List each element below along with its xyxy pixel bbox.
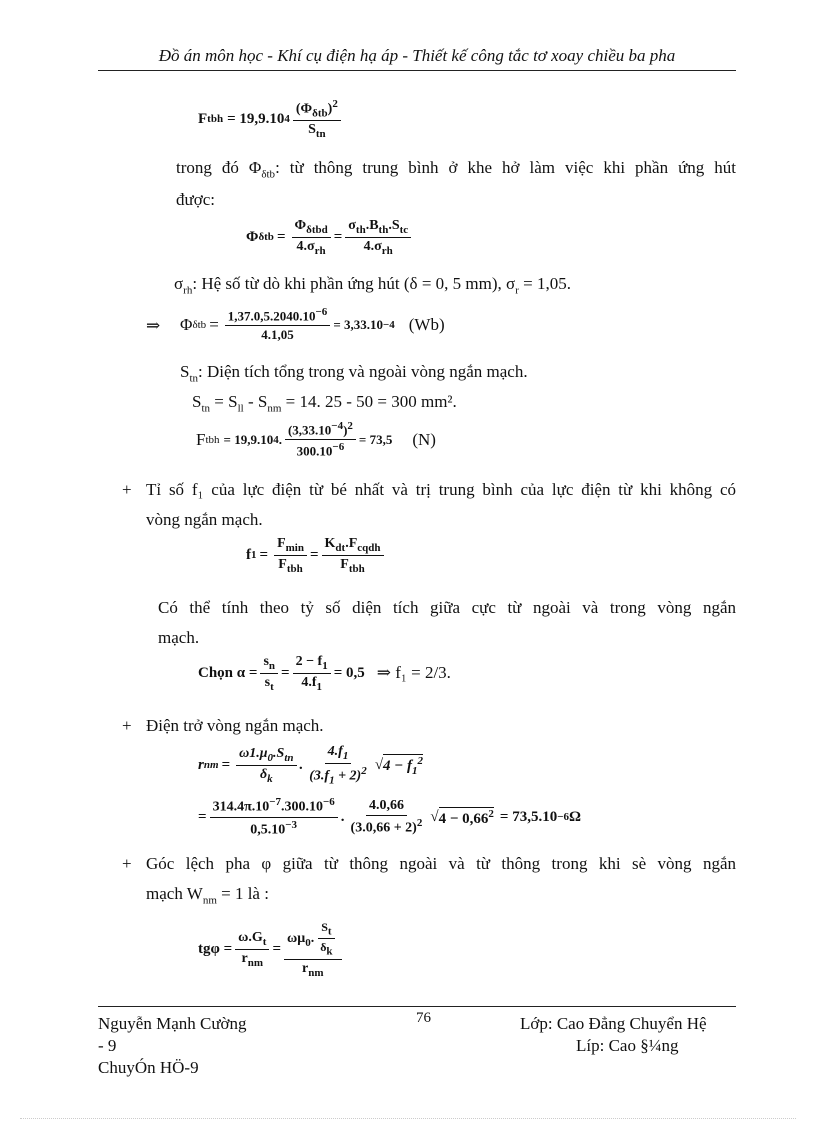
fraction-denominator: $S_{tn}$: [308, 122, 326, 141]
equation-ftbh: [198, 98, 344, 140]
eq-sup: 4: [284, 113, 290, 126]
fraction: $\frac{\omega.G_t}{r_{nm}}$: [235, 930, 269, 969]
equation-f1: f 1 = $\frac{F_{min}}{F_{tbh}}$ = $\frac{K_{dt}.F_{cqdh}}{F_{tbh}}$: [246, 536, 387, 575]
fraction: $\frac{\omega 1.\mu_0.S_{tn}}{\delta_k}$: [236, 746, 296, 785]
footer-page-number: 76: [416, 1010, 431, 1026]
fraction: $\frac{1,37.0,5.2040.10^{-6}}{4.1,05}$: [225, 306, 331, 343]
fraction: $\frac{\Phi_{\delta tbd}}{4.\sigma_{rh}}$: [292, 218, 331, 257]
eq-text: F: [198, 110, 208, 127]
fraction-numerator: $(\Phi_{\delta tb})^2$: [293, 98, 341, 121]
eq-sub: tbh: [207, 113, 224, 126]
bullet-phase-text: Góc lệch pha φ giữa từ thông ngoài và từ thông trong khi sè vòng ngắn: [146, 854, 736, 873]
equation-rnm: r nm = $\frac{\omega 1.\mu_0.S_{tn}}{\delta_k}$ . $\frac{4.f_1}{(3.f_1 + 2)^2}$ √ $4 - f_1^2$: [198, 744, 424, 787]
paragraph-trong-do: trong đó $\Phi_{\delta tb}$: từ thông trung bình ở khe hở làm việc khi phần ứng hút: [176, 158, 737, 181]
paragraph-co-the-cont: mạch.: [158, 628, 200, 647]
header-rule: [98, 70, 736, 71]
footer-author: Nguyễn Mạnh Cường: [98, 1014, 247, 1033]
fraction: $\frac{4.f_1}{(3.f_1 + 2)^2}$: [309, 744, 367, 787]
equation-phi-value: Φ δtb = $\frac{1,37.0,5.2040.10^{-6}}{4.1,05}$ = 3,33.10 −4 (Wb): [180, 306, 445, 343]
equation-ftbh-value: F tbh = 19,9.10 4 . $\frac{(3,33.10^{-4})^2}{300.10^{-6}}$ = 73,5 (N): [196, 420, 436, 459]
implies-symbol: ⇒: [146, 316, 161, 335]
fraction: $\frac{\sigma_{th}.B_{th}.S_{tc}}{4.\sigma_{rh}}$: [345, 218, 411, 257]
equation-phi-delta: Φ δtb = $\frac{\Phi_{\delta tbd}}{4.\sigma_{rh}}$ = $\frac{\sigma_{th}.B_{th}.S_{tc}}{4.\sigma_{rh}}$: [246, 218, 414, 257]
fraction: $\frac{(3,33.10^{-4})^2}{300.10^{-6}}$: [285, 420, 356, 460]
fraction: $\frac{314.4\pi.10^{-7}.300.10^{-6}}{0,5.10^{-3}}$: [210, 796, 338, 838]
bullet-marker: +: [122, 854, 132, 873]
fraction: $\frac{F_{min}}{F_{tbh}}$: [274, 536, 307, 575]
fraction: $\frac{4.0,66}{(3.0,66 + 2)^2}$: [350, 797, 423, 836]
fraction: [293, 98, 341, 140]
footer-class: Lớp: Cao Đẳng Chuyển Hệ: [520, 1014, 707, 1033]
equation-alpha: Chọn α = $\frac{s_n}{s_t}$ = $\frac{2 - f_1}{4.f_1}$ = 0,5 ⇒ f₁ = 2/3.: [198, 654, 451, 693]
footer-author-cont: - 9: [98, 1036, 117, 1055]
bullet-resistance-text: Điện trở vòng ngắn mạch.: [146, 716, 324, 735]
bullet-phase-text-cont: mạch $W_{nm} = 1$ là :: [146, 884, 269, 907]
bullet-f1-text: Tỉ số f₁ của lực điện từ bé nhất và trị trung bình của lực điện từ khi không có: [146, 480, 736, 499]
paragraph-co-the: Có thể tính theo tỷ số diện tích giữa cực từ ngoài và trong vòng ngắn: [158, 598, 736, 617]
paragraph-stn: $S_{tn}$: Diện tích tổng trong và ngoài vòng ngắn mạch.: [180, 362, 528, 385]
footer-rule: [98, 1006, 736, 1007]
footer-author-garbled: ChuyÓn HÖ-9: [98, 1058, 199, 1077]
paragraph-sigma: $\sigma_{rh}$: Hệ số từ dò khi phần ứng hút (δ = 0, 5 mm), $\sigma_r = 1,05$.: [174, 274, 571, 297]
fraction: $\frac{K_{dt}.F_{cqdh}}{F_{tbh}}$: [322, 536, 384, 575]
equation-rnm-value: = $\frac{314.4\pi.10^{-7}.300.10^{-6}}{0,5.10^{-3}}$ . $\frac{4.0,66}{(3.0,66 + 2)^2}$ √ $4 - 0,66^2$ = 73,5.10 −6 Ω: [198, 796, 582, 838]
bullet-f1-text-cont: vòng ngắn mạch.: [146, 510, 263, 529]
paragraph-stn-value: $S_{tn} = S_{ll} - S_{nm} = 14$. 25 - 50 = 300 mm².: [192, 392, 457, 415]
fraction: $\frac{2 - f_1}{4.f_1}$: [293, 654, 331, 693]
fraction: $\omega\mu_0$. $\frac{S_t}{\delta_k}$ $r_{nm}$: [284, 920, 342, 979]
bullet-marker: +: [122, 480, 132, 499]
eq-text: = 19,9.10: [227, 110, 285, 127]
page-header-title: Đồ án môn học - Khí cụ điện hạ áp - Thiết kế công tắc tơ xoay chiều ba pha: [158, 46, 676, 65]
fraction: $\frac{s_n}{s_t}$: [260, 654, 278, 693]
paragraph-duoc: được:: [176, 190, 215, 209]
footer-class-garbled: Líp: Cao §¼ng: [576, 1036, 679, 1055]
equation-tg-phi: tgφ = $\frac{\omega.G_t}{r_{nm}}$ = $\omega\mu_0$. $\frac{S_t}{\delta_k}$ $r_{nm}$: [198, 920, 345, 979]
page-bottom-dotted-line: [20, 1118, 796, 1119]
bullet-marker: +: [122, 716, 132, 735]
